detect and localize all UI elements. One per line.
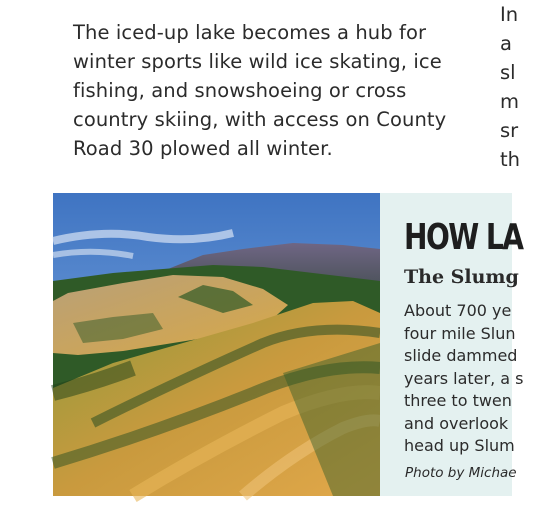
intro-line: country skiing, with access on County	[73, 108, 447, 131]
sidebar-body-line: and overlook	[404, 413, 509, 433]
intro-paragraph	[73, 18, 473, 163]
intro-line: winter sports like wild ice skating, ice	[73, 50, 442, 73]
intro-line: Road 30 plowed all winter.	[73, 137, 333, 160]
photo-credit: Photo by Michae	[405, 465, 517, 481]
slumgullion-photo	[53, 193, 380, 496]
sidebar-body	[404, 300, 523, 458]
next-column-line: m	[500, 90, 519, 113]
next-column-line: In	[500, 3, 519, 26]
sidebar-body-line: four mile Slun	[404, 323, 516, 343]
next-column-line: sl	[500, 61, 516, 84]
intro-line: The iced-up lake becomes a hub for	[73, 21, 427, 44]
sidebar-box	[380, 193, 524, 496]
sidebar-title: HOW LA	[404, 217, 523, 258]
sidebar-body-line: About 700 ye	[404, 301, 512, 320]
sidebar-body-line: slide dammed	[404, 346, 518, 365]
sidebar-body-line: years later, a s	[404, 368, 524, 388]
next-column-line: sr	[500, 119, 519, 142]
intro-line: fishing, and snowshoeing or cross	[73, 79, 407, 102]
sidebar-body-line: three to twen	[404, 391, 512, 410]
next-column-line: a	[500, 32, 512, 55]
sidebar-body-line: head up Slum	[404, 436, 515, 455]
next-column-line: th	[500, 148, 521, 171]
sidebar-subtitle: The Slumg	[404, 266, 519, 288]
next-column-text	[500, 0, 560, 174]
